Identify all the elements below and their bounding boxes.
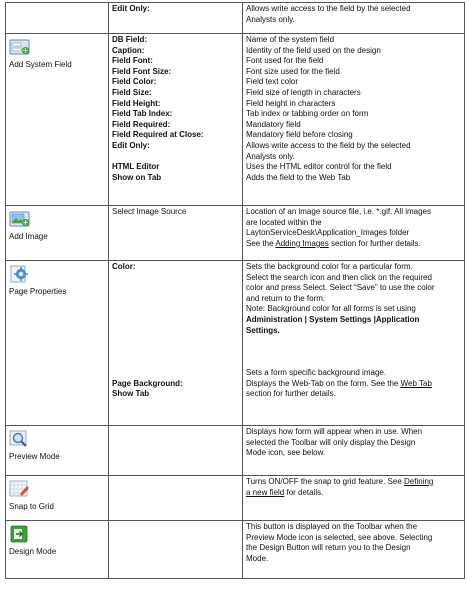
description-line: Analysts only.	[246, 14, 295, 24]
description-line: Mode.	[246, 553, 269, 563]
tool-cell	[6, 261, 109, 426]
description-line: LaytonServiceDesk\Application_Images folder	[246, 228, 410, 238]
tool-label: Add System Field	[9, 60, 72, 69]
tool-cell	[6, 34, 109, 206]
tool-cell	[6, 3, 109, 34]
description-line: Settings.	[246, 325, 280, 335]
description-line: selected the Toolbar will only display the Design	[246, 437, 416, 447]
description-cell	[243, 261, 465, 426]
tool-label: Snap to Grid	[9, 502, 54, 511]
description-line: Font used for the field	[246, 56, 324, 66]
field-cell	[109, 521, 243, 579]
description-line: Administration | System Settings |Application	[246, 314, 420, 324]
field-label: Field Required at Close:	[112, 130, 204, 140]
field-label: Page Background:	[112, 378, 183, 388]
field-label: Field Size:	[112, 87, 152, 97]
field-cell	[109, 34, 243, 206]
description-text: See the	[246, 238, 276, 248]
table-row	[6, 3, 465, 34]
field-label	[112, 152, 239, 163]
description-line: Note: Background color for all forms is set using	[246, 304, 416, 314]
design-mode-icon	[9, 525, 31, 543]
description-line	[246, 488, 461, 499]
description-line: Font size used for the field	[246, 66, 340, 76]
tool-label: Design Mode	[9, 547, 57, 556]
description-line: are located within the	[246, 217, 322, 227]
spacer	[112, 273, 239, 379]
new-field-link[interactable]: a new field	[246, 487, 285, 497]
description-text: section for further details.	[328, 238, 421, 248]
snap-to-grid-icon	[9, 480, 31, 498]
tools-table	[5, 2, 465, 579]
tool-label: Add Image	[9, 232, 48, 241]
table-row	[6, 426, 465, 476]
table-row	[6, 261, 465, 426]
table-row	[6, 34, 465, 206]
description-line: Sets a form specific background image.	[246, 368, 387, 378]
field-label: Edit Only:	[112, 4, 150, 13]
description-line: Allows write access to the field by the selected	[246, 4, 411, 13]
description-line: This button is displayed on the Toolbar when the	[246, 522, 418, 531]
field-label: Field Required:	[112, 119, 171, 129]
defining-link[interactable]: Defining	[404, 477, 434, 486]
description-line: Field size of length in characters	[246, 87, 361, 97]
description-line: Mandatory field before closing	[246, 130, 353, 140]
description-line: Displays how form will appear when in use. When	[246, 427, 423, 436]
description-cell	[243, 476, 465, 521]
field-label: Edit Only:	[112, 140, 150, 150]
table-row	[6, 206, 465, 261]
adding-images-link[interactable]: Adding Images	[275, 238, 329, 248]
table-row	[6, 521, 465, 579]
description-text: for details.	[284, 487, 324, 497]
add-image-icon	[9, 210, 31, 228]
description-line	[246, 379, 461, 390]
description-line: Field height in characters	[246, 98, 336, 108]
tool-label: Page Properties	[9, 287, 67, 296]
field-label: Field Font Size:	[112, 66, 172, 76]
description-line: Mandatory field	[246, 119, 301, 129]
description-line: Name of the system field	[246, 35, 335, 44]
description-line: the Design Button will return you to the Design	[246, 543, 411, 553]
description-cell	[243, 3, 465, 34]
description-text: Displays the Web-Tab on the form. See the	[246, 378, 401, 388]
description-line: Uses the HTML editor control for the field	[246, 162, 392, 172]
field-cell	[109, 261, 243, 426]
tool-cell	[6, 521, 109, 579]
description-text: Turns ON/OFF the snap to grid feature. See	[246, 477, 404, 486]
field-label: Show on Tab	[112, 172, 162, 182]
description-cell	[243, 426, 465, 476]
table-row	[6, 476, 465, 521]
tool-cell	[6, 426, 109, 476]
description-line: Sets the background color for a particular form.	[246, 262, 413, 271]
description-line	[246, 239, 461, 250]
field-label: Color:	[112, 262, 136, 271]
description-line	[246, 477, 461, 488]
field-label: Field Height:	[112, 98, 161, 108]
description-line: Adds the field to the Web Tab	[246, 172, 351, 182]
description-cell	[243, 206, 465, 261]
tool-label: Preview Mode	[9, 452, 60, 461]
description-line: Analysts only.	[246, 151, 295, 161]
spacer	[246, 336, 461, 368]
field-label: HTML Editor	[112, 162, 160, 172]
description-line: Identity of the field used on the design	[246, 45, 381, 55]
web-tab-link[interactable]: Web Tab	[400, 378, 432, 388]
tool-cell	[6, 206, 109, 261]
field-label: DB Field:	[112, 35, 148, 44]
description-line: section for further details.	[246, 389, 336, 399]
field-label: Caption:	[112, 45, 145, 55]
field-label: Field Tab Index:	[112, 109, 173, 119]
description-line: and return to the form.	[246, 293, 326, 303]
description-line: Allows write access to the field by the selected	[246, 140, 411, 150]
description-line: Tab index or tabbing order on form	[246, 109, 369, 119]
field-cell	[109, 206, 243, 261]
description-line: Mode icon, see below.	[246, 448, 326, 458]
description-line: Select the search icon and then click on the required	[246, 272, 432, 282]
description-line: color and press Select. Select “Save” to use the color	[246, 283, 435, 293]
description-cell	[243, 521, 465, 579]
description-line: Preview Mode icon is selected, see above. Selecting	[246, 532, 433, 542]
field-label: Select Image Source	[112, 207, 187, 216]
page-properties-icon	[9, 265, 31, 283]
field-cell	[109, 426, 243, 476]
field-label: Field Font:	[112, 56, 153, 66]
add-system-field-icon	[9, 38, 31, 56]
description-cell	[243, 34, 465, 206]
field-label: Show Tab	[112, 389, 150, 399]
field-label: Field Color:	[112, 77, 157, 87]
description-line: Field text color	[246, 77, 299, 87]
preview-mode-icon	[9, 430, 31, 448]
field-cell	[109, 3, 243, 34]
description-line: Location of an image source file, i.e. *.gif. All images	[246, 207, 431, 216]
field-cell	[109, 476, 243, 521]
tool-cell	[6, 476, 109, 521]
